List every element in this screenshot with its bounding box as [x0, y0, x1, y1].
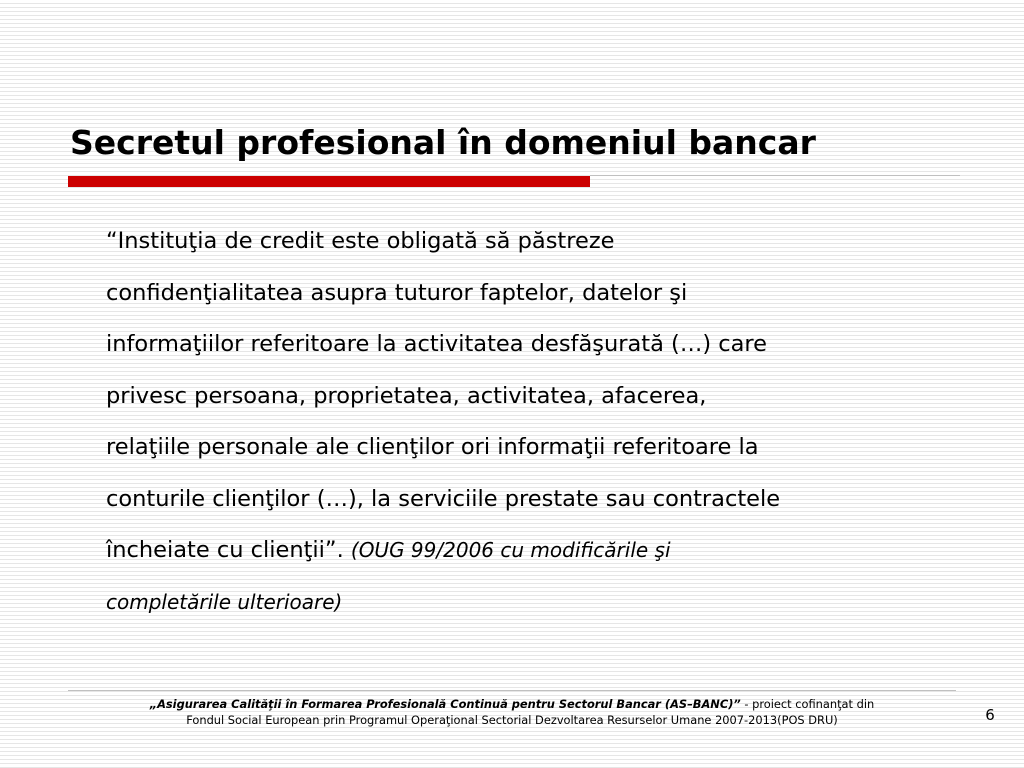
quote-line: informaţiilor referitoare la activitatea desfăşurată (…) care [106, 331, 768, 357]
quote-last-line [106, 525, 976, 577]
quote-line: “Instituţia de credit este obligată să păstreze [106, 228, 615, 254]
quote-line: conturile clienţilor (…), la serviciile prestate sau contractele [106, 485, 781, 512]
title-underline-red-bar [68, 176, 590, 187]
citation-reference-continued: completările ulterioare) [106, 589, 343, 614]
page-number: 6 [985, 706, 995, 724]
footer-project-name: „Asigurarea Calităţii în Formarea Profesională Continuă pentru Sectorul Bancar (AS–BANC)” [149, 697, 741, 711]
footer-line-1 [68, 696, 956, 712]
title-underline-gray-line [590, 175, 960, 176]
citation-reference: (OUG 99/2006 cu modificările şi [350, 538, 671, 562]
quote-line: privesc persoana, proprietatea, activitatea, afacerea, [106, 382, 707, 409]
footer-divider [68, 690, 956, 691]
quote-line: confidenţialitatea asupra tuturor faptelor, datelor şi [106, 279, 688, 306]
quote-line-end: încheiate cu clienţii”. [106, 537, 351, 563]
quote-line: relaţiile personale ale clienţilor ori informaţii referitoare la [106, 434, 759, 460]
footer-project-note [68, 696, 956, 728]
footer-line-2: Fondul Social European prin Programul Operaţional Sectorial Dezvoltarea Resurselor Umane 2007-2013(POS DRU) [186, 713, 838, 727]
slide-title: Secretul profesional în domeniul bancar [70, 123, 816, 162]
quote-body [106, 216, 976, 628]
footer-project-suffix: - proiect cofinanţat din [740, 697, 875, 711]
